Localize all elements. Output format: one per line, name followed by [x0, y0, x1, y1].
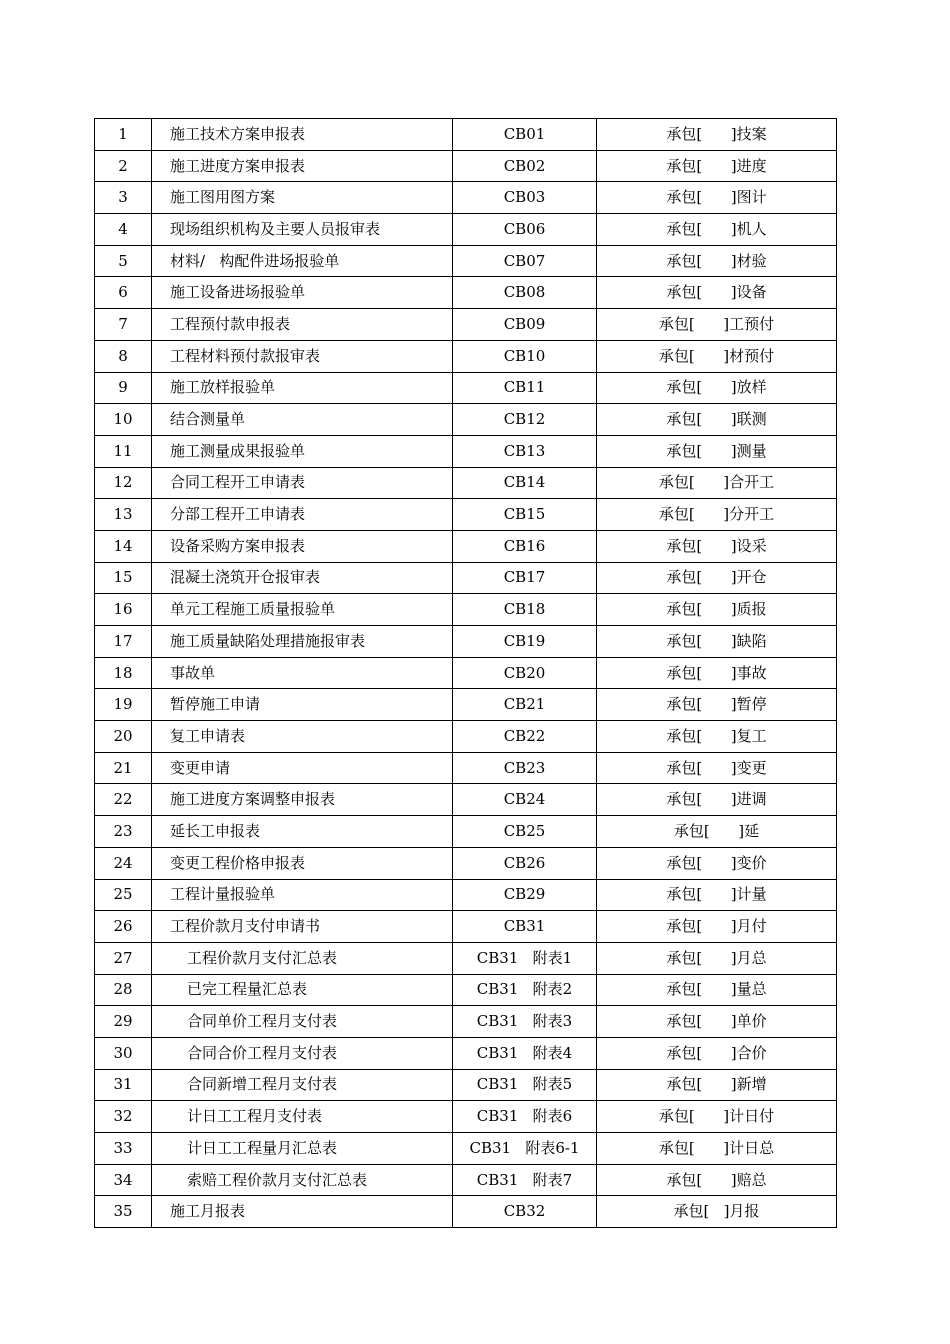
- form-name: 施工月报表: [152, 1196, 453, 1228]
- row-number: 22: [95, 784, 152, 816]
- form-abbreviation: 承包[ ]材预付: [597, 340, 837, 372]
- form-code: CB16: [453, 530, 597, 562]
- form-code: CB10: [453, 340, 597, 372]
- table-row: [95, 1196, 837, 1228]
- form-code: CB03: [453, 182, 597, 214]
- form-name: 工程计量报验单: [152, 879, 453, 911]
- form-name: 合同单价工程月支付表: [152, 1006, 453, 1038]
- form-name: 暂停施工申请: [152, 689, 453, 721]
- form-name: 变更申请: [152, 752, 453, 784]
- form-abbreviation: 承包[ ]质报: [597, 594, 837, 626]
- table-row: [95, 119, 837, 151]
- table-row: [95, 467, 837, 499]
- form-abbreviation: 承包[ ]暂停: [597, 689, 837, 721]
- form-abbreviation: 承包[ ]月付: [597, 911, 837, 943]
- form-abbreviation: 承包[ ]联测: [597, 404, 837, 436]
- form-code: CB31 附表1: [453, 942, 597, 974]
- row-number: 20: [95, 721, 152, 753]
- table-row: [95, 689, 837, 721]
- form-code: CB31: [453, 911, 597, 943]
- form-abbreviation: 承包[ ]开仓: [597, 562, 837, 594]
- form-name: 施工质量缺陷处理措施报审表: [152, 626, 453, 658]
- form-name: 已完工程量汇总表: [152, 974, 453, 1006]
- table-row: [95, 816, 837, 848]
- form-name: 材料/ 构配件进场报验单: [152, 245, 453, 277]
- table-row: [95, 942, 837, 974]
- form-name: 分部工程开工申请表: [152, 499, 453, 531]
- form-name: 施工技术方案申报表: [152, 119, 453, 151]
- form-abbreviation: 承包[ ]工预付: [597, 309, 837, 341]
- table-row: [95, 1037, 837, 1069]
- row-number: 1: [95, 119, 152, 151]
- form-code: CB08: [453, 277, 597, 309]
- table-row: [95, 974, 837, 1006]
- form-name: 合同合价工程月支付表: [152, 1037, 453, 1069]
- form-name: 索赔工程价款月支付汇总表: [152, 1164, 453, 1196]
- form-name: 工程价款月支付汇总表: [152, 942, 453, 974]
- form-index-table: [94, 118, 837, 1228]
- form-abbreviation: 承包[ ]变更: [597, 752, 837, 784]
- form-name: 事故单: [152, 657, 453, 689]
- row-number: 30: [95, 1037, 152, 1069]
- form-name: 合同新增工程月支付表: [152, 1069, 453, 1101]
- row-number: 23: [95, 816, 152, 848]
- table-row: [95, 309, 837, 341]
- row-number: 28: [95, 974, 152, 1006]
- table-row: [95, 214, 837, 246]
- form-name: 结合测量单: [152, 404, 453, 436]
- form-name: 施工放样报验单: [152, 372, 453, 404]
- row-number: 14: [95, 530, 152, 562]
- table-row: [95, 530, 837, 562]
- form-name: 施工进度方案调整申报表: [152, 784, 453, 816]
- row-number: 31: [95, 1069, 152, 1101]
- row-number: 7: [95, 309, 152, 341]
- table-row: [95, 1006, 837, 1038]
- form-name: 混凝土浇筑开仓报审表: [152, 562, 453, 594]
- form-code: CB07: [453, 245, 597, 277]
- form-abbreviation: 承包[ ]测量: [597, 435, 837, 467]
- form-name: 单元工程施工质量报验单: [152, 594, 453, 626]
- row-number: 4: [95, 214, 152, 246]
- form-code: CB21: [453, 689, 597, 721]
- form-abbreviation: 承包[ ]机人: [597, 214, 837, 246]
- table-row: [95, 182, 837, 214]
- form-code: CB22: [453, 721, 597, 753]
- table-row: [95, 626, 837, 658]
- row-number: 34: [95, 1164, 152, 1196]
- form-code: CB31 附表3: [453, 1006, 597, 1038]
- form-abbreviation: 承包[ ]计日付: [597, 1101, 837, 1133]
- form-abbreviation: 承包[ ]缺陷: [597, 626, 837, 658]
- form-code: CB19: [453, 626, 597, 658]
- row-number: 10: [95, 404, 152, 436]
- form-code: CB25: [453, 816, 597, 848]
- row-number: 6: [95, 277, 152, 309]
- table-row: [95, 562, 837, 594]
- table-row: [95, 594, 837, 626]
- row-number: 15: [95, 562, 152, 594]
- form-code: CB23: [453, 752, 597, 784]
- row-number: 3: [95, 182, 152, 214]
- row-number: 19: [95, 689, 152, 721]
- row-number: 25: [95, 879, 152, 911]
- form-abbreviation: 承包[ ]图计: [597, 182, 837, 214]
- form-code: CB09: [453, 309, 597, 341]
- form-code: CB18: [453, 594, 597, 626]
- form-name: 工程材料预付款报审表: [152, 340, 453, 372]
- form-code: CB31 附表4: [453, 1037, 597, 1069]
- form-name: 施工测量成果报验单: [152, 435, 453, 467]
- form-abbreviation: 承包[ ]进度: [597, 150, 837, 182]
- row-number: 29: [95, 1006, 152, 1038]
- form-code: CB06: [453, 214, 597, 246]
- table-row: [95, 721, 837, 753]
- form-name: 施工图用图方案: [152, 182, 453, 214]
- form-code: CB11: [453, 372, 597, 404]
- form-code: CB26: [453, 847, 597, 879]
- form-code: CB31 附表6-1: [453, 1133, 597, 1165]
- form-abbreviation: 承包[ ]事故: [597, 657, 837, 689]
- form-name: 现场组织机构及主要人员报审表: [152, 214, 453, 246]
- form-abbreviation: 承包[ ]变价: [597, 847, 837, 879]
- form-code: CB01: [453, 119, 597, 151]
- form-abbreviation: 承包[ ]单价: [597, 1006, 837, 1038]
- form-name: 设备采购方案申报表: [152, 530, 453, 562]
- table-row: [95, 245, 837, 277]
- table-row: [95, 277, 837, 309]
- table-row: [95, 1133, 837, 1165]
- row-number: 9: [95, 372, 152, 404]
- form-name: 工程预付款申报表: [152, 309, 453, 341]
- form-abbreviation: 承包[ ]月报: [597, 1196, 837, 1228]
- table-row: [95, 404, 837, 436]
- form-name: 延长工申报表: [152, 816, 453, 848]
- row-number: 12: [95, 467, 152, 499]
- form-name: 施工设备进场报验单: [152, 277, 453, 309]
- row-number: 35: [95, 1196, 152, 1228]
- form-code: CB14: [453, 467, 597, 499]
- row-number: 27: [95, 942, 152, 974]
- form-code: CB31 附表2: [453, 974, 597, 1006]
- form-code: CB13: [453, 435, 597, 467]
- form-code: CB12: [453, 404, 597, 436]
- table-row: [95, 435, 837, 467]
- row-number: 17: [95, 626, 152, 658]
- form-abbreviation: 承包[ ]赔总: [597, 1164, 837, 1196]
- table-row: [95, 657, 837, 689]
- table-row: [95, 1164, 837, 1196]
- form-name: 施工进度方案申报表: [152, 150, 453, 182]
- form-code: CB31 附表6: [453, 1101, 597, 1133]
- table-row: [95, 340, 837, 372]
- form-abbreviation: 承包[ ]量总: [597, 974, 837, 1006]
- form-abbreviation: 承包[ ]设采: [597, 530, 837, 562]
- table-row: [95, 911, 837, 943]
- form-abbreviation: 承包[ ]延: [597, 816, 837, 848]
- form-name: 计日工工程量月汇总表: [152, 1133, 453, 1165]
- form-code: CB29: [453, 879, 597, 911]
- row-number: 33: [95, 1133, 152, 1165]
- form-code: CB24: [453, 784, 597, 816]
- form-abbreviation: 承包[ ]技案: [597, 119, 837, 151]
- table-row: [95, 1069, 837, 1101]
- row-number: 26: [95, 911, 152, 943]
- form-index-body: [95, 119, 837, 1228]
- form-code: CB15: [453, 499, 597, 531]
- form-name: 计日工工程月支付表: [152, 1101, 453, 1133]
- form-abbreviation: 承包[ ]计量: [597, 879, 837, 911]
- form-abbreviation: 承包[ ]设备: [597, 277, 837, 309]
- row-number: 2: [95, 150, 152, 182]
- form-code: CB20: [453, 657, 597, 689]
- form-code: CB32: [453, 1196, 597, 1228]
- form-name: 合同工程开工申请表: [152, 467, 453, 499]
- form-abbreviation: 承包[ ]合开工: [597, 467, 837, 499]
- form-abbreviation: 承包[ ]计日总: [597, 1133, 837, 1165]
- row-number: 18: [95, 657, 152, 689]
- form-abbreviation: 承包[ ]进调: [597, 784, 837, 816]
- row-number: 5: [95, 245, 152, 277]
- table-row: [95, 372, 837, 404]
- form-abbreviation: 承包[ ]复工: [597, 721, 837, 753]
- table-row: [95, 1101, 837, 1133]
- row-number: 21: [95, 752, 152, 784]
- form-code: CB02: [453, 150, 597, 182]
- row-number: 8: [95, 340, 152, 372]
- form-name: 复工申请表: [152, 721, 453, 753]
- form-abbreviation: 承包[ ]月总: [597, 942, 837, 974]
- table-row: [95, 752, 837, 784]
- form-abbreviation: 承包[ ]新增: [597, 1069, 837, 1101]
- table-row: [95, 879, 837, 911]
- form-code: CB31 附表5: [453, 1069, 597, 1101]
- form-abbreviation: 承包[ ]合价: [597, 1037, 837, 1069]
- table-row: [95, 499, 837, 531]
- form-abbreviation: 承包[ ]分开工: [597, 499, 837, 531]
- table-row: [95, 847, 837, 879]
- table-row: [95, 150, 837, 182]
- row-number: 24: [95, 847, 152, 879]
- row-number: 11: [95, 435, 152, 467]
- table-row: [95, 784, 837, 816]
- form-code: CB17: [453, 562, 597, 594]
- row-number: 13: [95, 499, 152, 531]
- row-number: 16: [95, 594, 152, 626]
- form-name: 变更工程价格申报表: [152, 847, 453, 879]
- form-code: CB31 附表7: [453, 1164, 597, 1196]
- form-name: 工程价款月支付申请书: [152, 911, 453, 943]
- form-abbreviation: 承包[ ]材验: [597, 245, 837, 277]
- row-number: 32: [95, 1101, 152, 1133]
- form-abbreviation: 承包[ ]放样: [597, 372, 837, 404]
